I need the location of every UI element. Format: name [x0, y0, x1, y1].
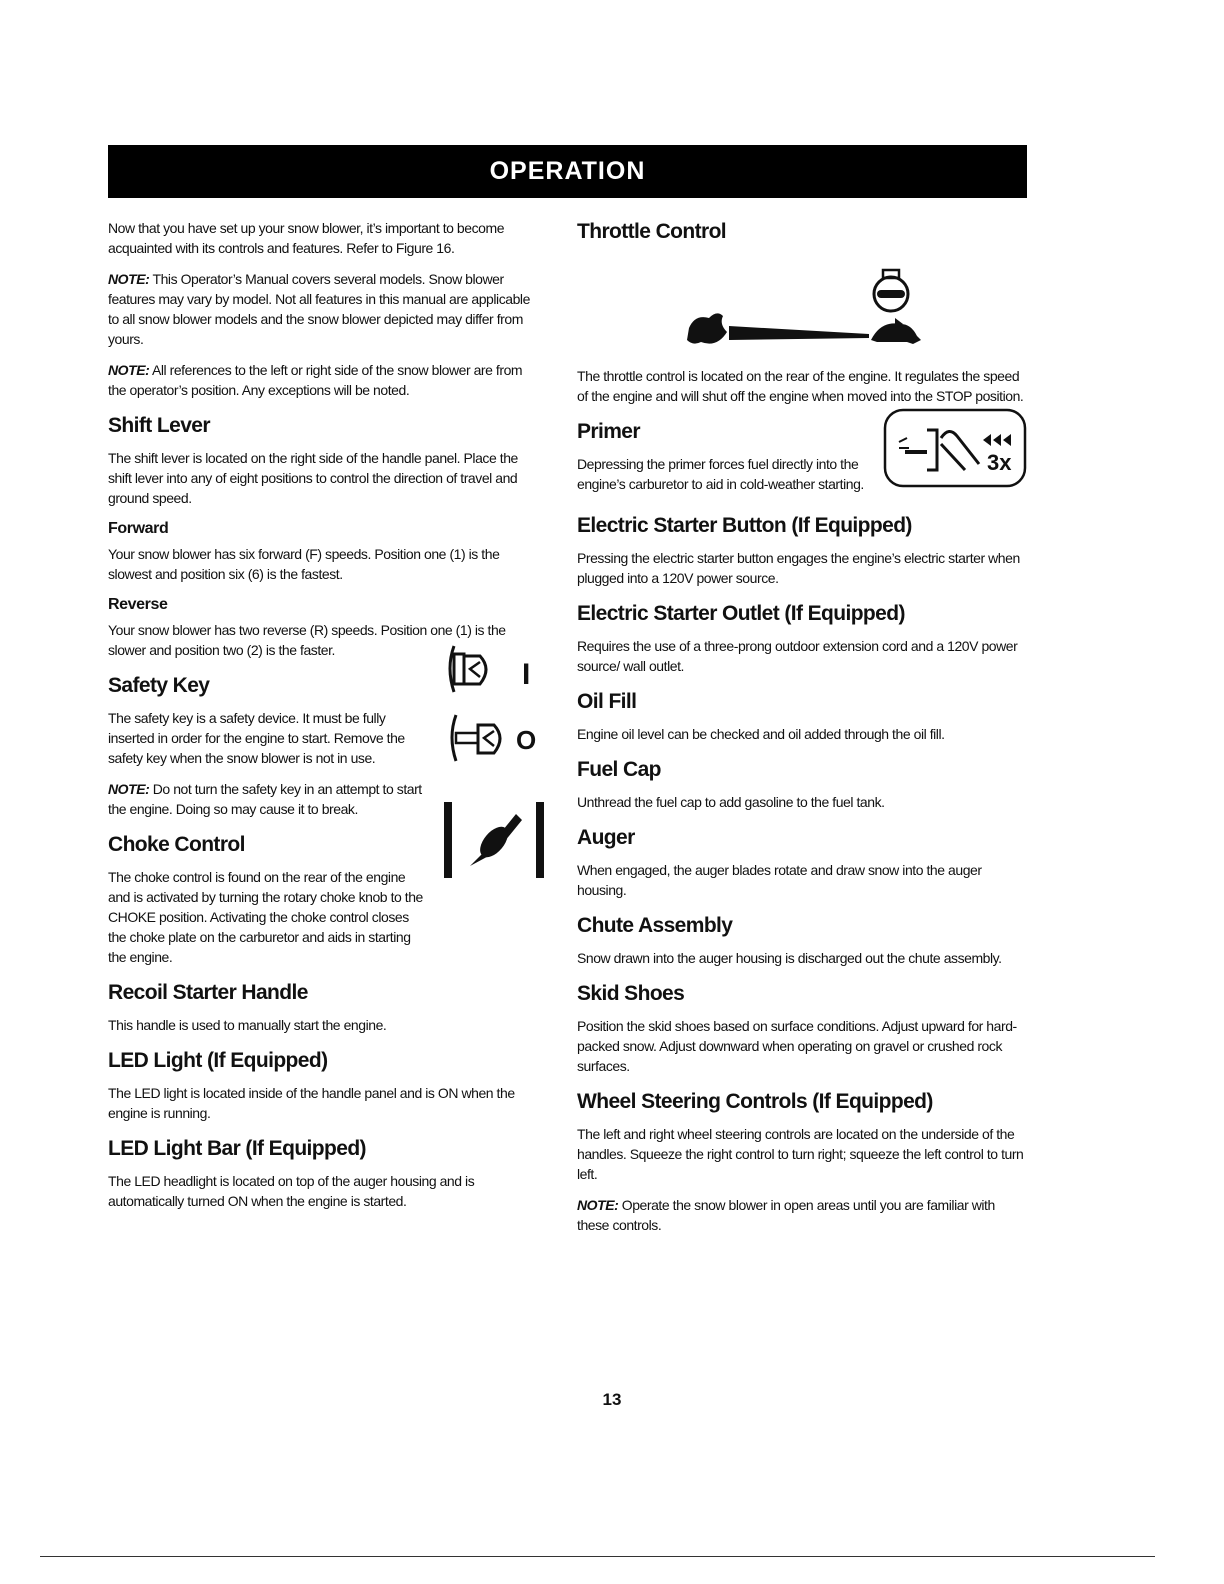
note-label: NOTE:	[577, 1197, 619, 1213]
safety-key-in-icon	[440, 640, 552, 700]
note-label: NOTE:	[108, 362, 150, 378]
auger-text: When engaged, the auger blades rotate and draw snow into the auger housing.	[577, 862, 982, 898]
oil-fill-text: Engine oil level can be checked and oil added through the oil fill.	[577, 726, 945, 742]
heading-led-light-bar: LED Light Bar (If Equipped)	[108, 1137, 366, 1160]
section-title: OPERATION	[489, 157, 646, 185]
heading-chute-assembly: Chute Assembly	[577, 914, 733, 937]
heading-electric-starter-button: Electric Starter Button (If Equipped)	[577, 514, 912, 537]
note-text: Operate the snow blower in open areas until you are familiar with these controls.	[577, 1197, 995, 1233]
primer-section	[577, 420, 1027, 500]
note-text: All references to the left or right side of the snow blower are from the operator’s position. Any exceptions will be noted.	[108, 362, 523, 398]
heading-oil-fill: Oil Fill	[577, 690, 637, 713]
heading-fuel-cap: Fuel Cap	[577, 758, 661, 781]
heading-recoil-starter: Recoil Starter Handle	[108, 981, 308, 1004]
throttle-figure	[577, 254, 1027, 366]
forward-text: Your snow blower has six forward (F) speeds. Position one (1) is the slowest and position six (6) is the fastest.	[108, 546, 500, 582]
fuel-cap-text: Unthread the fuel cap to add gasoline to the fuel tank.	[577, 794, 885, 810]
choke-control-text: The choke control is found on the rear of the engine and is activated by turning the rotary choke knob to the CHOKE position. Activating the choke control closes the choke plate on the carburetor and aids in starting the engine.	[108, 869, 423, 965]
safety-key-text: The safety key is a safety device. It must be fully inserted in order for the engine to start. Remove the safety key when the snow blower is not in use.	[108, 710, 405, 766]
key-on-label: I	[522, 658, 531, 691]
heading-throttle-control: Throttle Control	[577, 220, 727, 243]
heading-wheel-steering: Wheel Steering Controls (If Equipped)	[577, 1090, 933, 1113]
heading-skid-shoes: Skid Shoes	[577, 982, 685, 1005]
electric-starter-button-text: Pressing the electric starter button engages the engine’s electric starter when plugged into a 120V power source.	[577, 550, 1020, 586]
primer-icon	[883, 408, 1027, 488]
recoil-starter-text: This handle is used to manually start the engine.	[108, 1017, 387, 1033]
safety-key-out-icon	[440, 709, 552, 767]
note-label: NOTE:	[108, 781, 150, 797]
note-text: This Operator’s Manual covers several models. Snow blower features may vary by model. Not all features in this manual are applicable to all snow blower models and the snow blower depicted may differ from yours.	[108, 271, 530, 347]
intro-paragraph: Now that you have set up your snow blower, it’s important to become acquainted with its controls and features. Refer to Figure 16.	[108, 220, 505, 256]
wheel-steering-text: The left and right wheel steering controls are located on the underside of the handles. Squeeze the right control to turn right; squeeze the left control to turn left.	[577, 1126, 1024, 1182]
heading-choke-control: Choke Control	[108, 833, 245, 856]
choke-icon	[440, 794, 552, 884]
key-off-label: O	[516, 725, 537, 755]
throttle-control-text: The throttle control is located on the rear of the engine. It regulates the speed of the engine and will shut off the engine when moved into the STOP position.	[577, 368, 1024, 404]
reverse-text: Your snow blower has two reverse (R) speeds. Position one (1) is the slower and position two (2) is the faster.	[108, 622, 506, 658]
led-light-text: The LED light is located inside of the handle panel and is ON when the engine is running.	[108, 1085, 515, 1121]
bottom-rule	[40, 1556, 1155, 1557]
heading-auger: Auger	[577, 826, 635, 849]
shift-lever-text: The shift lever is located on the right side of the handle panel. Place the shift lever into any of eight positions to control the direction of travel and ground speed.	[108, 450, 518, 506]
heading-reverse: Reverse	[108, 596, 168, 613]
skid-shoes-text: Position the skid shoes based on surface conditions. Adjust upward for hard-packed snow. Adjust downward when operating on gravel or crushed rock surfaces.	[577, 1018, 1017, 1074]
note-label: NOTE:	[108, 271, 150, 287]
left-figures	[440, 640, 552, 889]
chute-assembly-text: Snow drawn into the auger housing is discharged out the chute assembly.	[577, 950, 1002, 966]
heading-led-light: LED Light (If Equipped)	[108, 1049, 328, 1072]
heading-primer: Primer	[577, 420, 640, 443]
note-text: Do not turn the safety key in an attempt to start the engine. Doing so may cause it to break.	[108, 781, 422, 817]
primer-text: Depressing the primer forces fuel directly into the engine’s carburetor to aid in cold-weather starting.	[577, 456, 864, 492]
heading-electric-starter-outlet: Electric Starter Outlet (If Equipped)	[577, 602, 905, 625]
led-light-bar-text: The LED headlight is located on top of the auger housing and is automatically turned ON when the engine is started.	[108, 1173, 475, 1209]
section-header-bar	[108, 145, 1027, 198]
wheel-steering-note	[577, 1195, 1027, 1235]
heading-shift-lever: Shift Lever	[108, 414, 210, 437]
heading-safety-key: Safety Key	[108, 674, 210, 697]
safety-key-note	[108, 779, 426, 819]
heading-forward: Forward	[108, 520, 169, 537]
primer-count: 3x	[987, 450, 1012, 475]
note-orientation	[108, 360, 540, 400]
right-column	[577, 218, 1027, 1246]
electric-starter-outlet-text: Requires the use of a three-prong outdoor extension cord and a 120V power source/ wall outlet.	[577, 638, 1018, 674]
throttle-icon	[577, 254, 1027, 366]
page-number: 13	[602, 1390, 622, 1409]
note-models	[108, 269, 540, 349]
